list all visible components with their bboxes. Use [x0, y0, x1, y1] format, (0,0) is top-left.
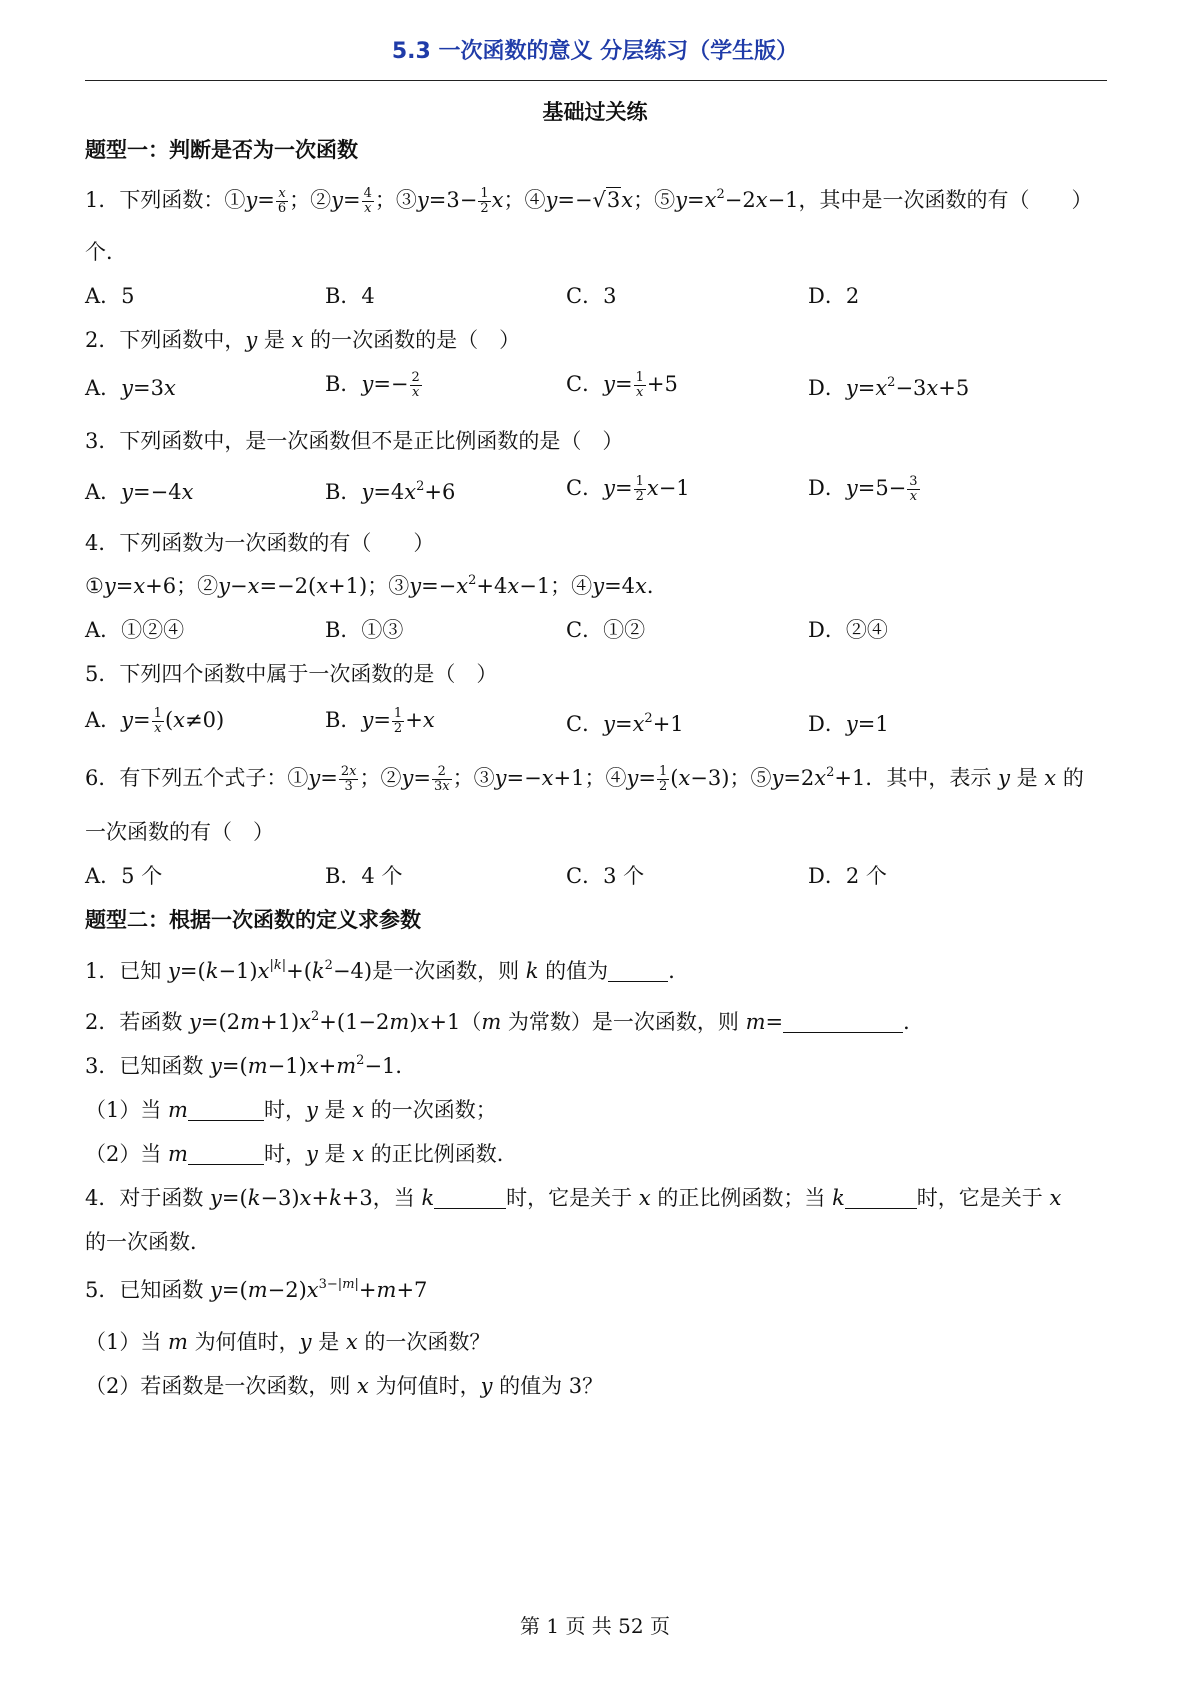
answer-blank[interactable] [434, 1188, 506, 1209]
s2-q4-line1: 4．对于函数 y=(k−3)x+k+3，当 k 时，它是关于 x 的正比例函数；当 k 时，它是关于 x [85, 1186, 1062, 1210]
answer-blank[interactable] [188, 1100, 264, 1121]
s1-q6-option-a[interactable]: A．5 个 [85, 864, 163, 888]
document-title: 5.3 一次函数的意义 分层练习（学生版） [391, 39, 799, 64]
header-rule [85, 80, 1107, 81]
s1-q3-option-c[interactable]: C．y= $\frac{1}{2}$ x−1 [566, 474, 690, 504]
s2-q1: 1．已知 $y=(k-1)x^{|k|}+(k^2-4)$是一次函数，则 k 的值为 ． [85, 958, 690, 983]
s1-q5-option-c[interactable]: C．$y=x^2+1$ [566, 711, 684, 736]
s2-q4-line2: 的一次函数． [85, 1230, 211, 1254]
s2-q3-part1: （1）当 m 时，y 是 x 的一次函数； [85, 1098, 497, 1122]
answer-blank[interactable] [188, 1144, 264, 1165]
section-group-title: 基础过关练 [542, 100, 648, 124]
section2-heading: 题型二：根据一次函数的定义求参数 [85, 908, 421, 932]
s1-q1-option-d[interactable]: D．2 [808, 284, 860, 308]
s1-q5-stem: 5．下列四个函数中属于一次函数的是（ ） [85, 662, 498, 686]
section1-heading: 题型一：判断是否为一次函数 [85, 138, 358, 162]
s1-q3-option-a[interactable]: A．y=−4x [85, 480, 194, 504]
s1-q4-items: ①y=x+6；②y−x=−2(x+1)；$③y=-x^2+4x-1$；④y=4x． [85, 573, 668, 598]
s1-q3-stem: 3．下列函数中，是一次函数但不是正比例函数的是（ ） [85, 429, 624, 453]
s2-q3-part2: （2）当 m 时，y 是 x 的正比例函数． [85, 1142, 518, 1166]
s2-q5-part1: （1）当 m 为何值时，y 是 x 的一次函数？ [85, 1330, 491, 1354]
s1-q1-option-c[interactable]: C．3 [566, 284, 617, 308]
s1-q6-option-d[interactable]: D．2 个 [808, 864, 887, 888]
s1-q1-option-a[interactable]: A．5 [85, 284, 135, 308]
s1-q5-option-d[interactable]: D．y=1 [808, 712, 889, 736]
s2-q3-stem: 3．已知函数 $y=(m-1)x+m^2-1$． [85, 1053, 417, 1078]
s1-q3-option-b[interactable]: B．$y=4x^2+6$ [325, 479, 456, 504]
answer-blank[interactable] [608, 961, 668, 982]
s1-q6-option-c[interactable]: C．3 个 [566, 864, 645, 888]
s1-q4-option-b[interactable]: B．①③ [325, 618, 404, 642]
s1-q4-option-d[interactable]: D．②④ [808, 618, 888, 642]
s1-q2-option-d[interactable]: D．$y=x^2-3x+5$ [808, 375, 970, 400]
s2-q5-stem: 5．已知函数 $y=(m-2)x^{3-|m|}+m+7$ [85, 1277, 428, 1302]
s1-q2-option-c[interactable]: C．y= $\frac{1}{x}$ +5 [566, 370, 678, 400]
s1-q4-option-a[interactable]: A．①②④ [85, 618, 185, 642]
s1-q1-option-b[interactable]: B．4 [325, 284, 375, 308]
s2-q5-part2: （2）若函数是一次函数，则 x 为何值时，y 的值为 3？ [85, 1374, 604, 1398]
s1-q1-line1: 1．下列函数：①y= $\frac{x}{6}$ ；②y= $\frac{4}{x}$ ；③y=3− $\frac{1}{2}$ x；④y=−√3x；$⑤y=x^2-2x-1$，其中是一次函数的有（ ） [85, 186, 1093, 216]
s1-q5-option-a[interactable]: A．y= $\frac{1}{x}$ (x≠0) [85, 706, 225, 736]
s1-q2-option-b[interactable]: B．y=− $\frac{2}{x}$ [325, 370, 420, 400]
s1-q2-option-a[interactable]: A．y=3x [85, 376, 176, 400]
s1-q4-stem: 4．下列函数为一次函数的有（ ） [85, 531, 435, 555]
s1-q6-line2: 一次函数的有（ ） [85, 820, 274, 844]
s1-q3-option-d[interactable]: D．y=5− $\frac{3}{x}$ [808, 474, 918, 504]
answer-blank[interactable] [783, 1012, 903, 1033]
s1-q1-line2: 个． [85, 240, 127, 264]
s1-q6-line1: 6．有下列五个式子：①y= $\frac{2x}{3}$ ；②y= $\frac{2}{3x}$ ；③y=−x+1；④y= $\frac{1}{2}$ (x−3)；$⑤y=2x^2+1$．其中，表示 y 是 x 的 [85, 764, 1084, 794]
s1-q2-stem: 2．下列函数中，y 是 x 的一次函数的是（ ） [85, 328, 521, 352]
s2-q2: 2．若函数 $y=(2m+1)x^2+(1-2m)x+1(m$ 为常数）是一次函数，则 m= ． [85, 1009, 925, 1034]
s1-q4-option-c[interactable]: C．①② [566, 618, 646, 642]
answer-blank[interactable] [845, 1188, 917, 1209]
page-footer: 第 1 页 共 52 页 [520, 1614, 670, 1638]
s1-q5-option-b[interactable]: B．y= $\frac{1}{2}$ +x [325, 706, 435, 736]
s1-q6-option-b[interactable]: B．4 个 [325, 864, 403, 888]
